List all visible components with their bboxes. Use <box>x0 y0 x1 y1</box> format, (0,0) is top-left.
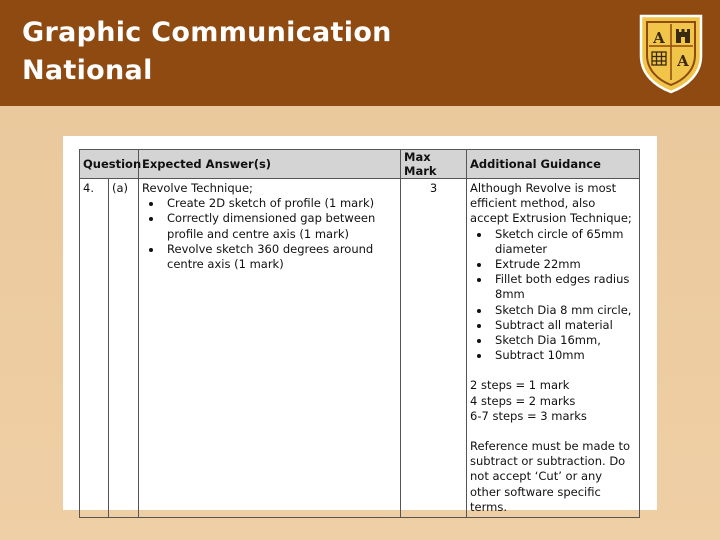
list-item: • Fillet both edges radius 8mm <box>491 272 636 302</box>
crest-letter-right: A <box>677 52 689 70</box>
header-expected-answers: Expected Answer(s) <box>139 150 401 179</box>
slide-title <box>22 14 392 90</box>
question-part: (a) <box>109 179 139 518</box>
list-item: • Extrude 22mm <box>491 257 636 272</box>
expected-answer-cell <box>139 179 401 518</box>
steps-line: 4 steps = 2 marks <box>470 393 576 408</box>
list-item: • Sketch circle of 65mm diameter <box>491 227 636 257</box>
spacer <box>470 363 636 378</box>
question-number: 4. <box>80 179 109 518</box>
school-crest-icon <box>637 12 705 94</box>
guidance-bullet-list <box>470 227 636 364</box>
list-item: • Sketch Dia 8 mm circle, <box>491 303 636 318</box>
header-additional-guidance: Additional Guidance <box>467 150 640 179</box>
title-bar <box>0 0 720 106</box>
max-mark-value: 3 <box>401 179 467 518</box>
crest-letter-left: A <box>653 29 665 47</box>
marking-scheme-image <box>63 136 657 514</box>
table-row <box>80 179 640 518</box>
list-item: • Sketch Dia 16mm, <box>491 333 636 348</box>
header-max-mark: Max Mark <box>401 150 467 179</box>
answer-bullet-list <box>142 196 397 272</box>
marking-scheme-table <box>79 149 640 518</box>
guidance-cell <box>467 179 640 518</box>
table-header-row <box>80 150 640 179</box>
list-item: • Revolve sketch 360 degrees around centre axis (1 mark) <box>163 242 397 272</box>
slide-title-line2: National <box>22 55 153 86</box>
spacer <box>470 424 636 439</box>
answer-intro: Revolve Technique; <box>142 181 253 195</box>
header-question: Question <box>80 150 139 179</box>
slide-title-line1: Graphic Communication <box>22 17 392 48</box>
guidance-intro: Although Revolve is most efficient method, also accept Extrusion Technique; <box>470 181 632 226</box>
list-item: • Create 2D sketch of profile (1 mark) <box>163 196 397 211</box>
reference-note: Reference must be made to subtract or subtraction. Do not accept ‘Cut’ or any other software specific terms. <box>470 439 631 514</box>
crest-castle-icon <box>676 29 690 43</box>
list-item: • Subtract 10mm <box>491 348 636 363</box>
list-item: • Correctly dimensioned gap between profile and centre axis (1 mark) <box>163 211 397 241</box>
list-item: • Subtract all material <box>491 318 636 333</box>
steps-line: 6-7 steps = 3 marks <box>470 408 587 423</box>
steps-line: 2 steps = 1 mark <box>470 378 570 393</box>
